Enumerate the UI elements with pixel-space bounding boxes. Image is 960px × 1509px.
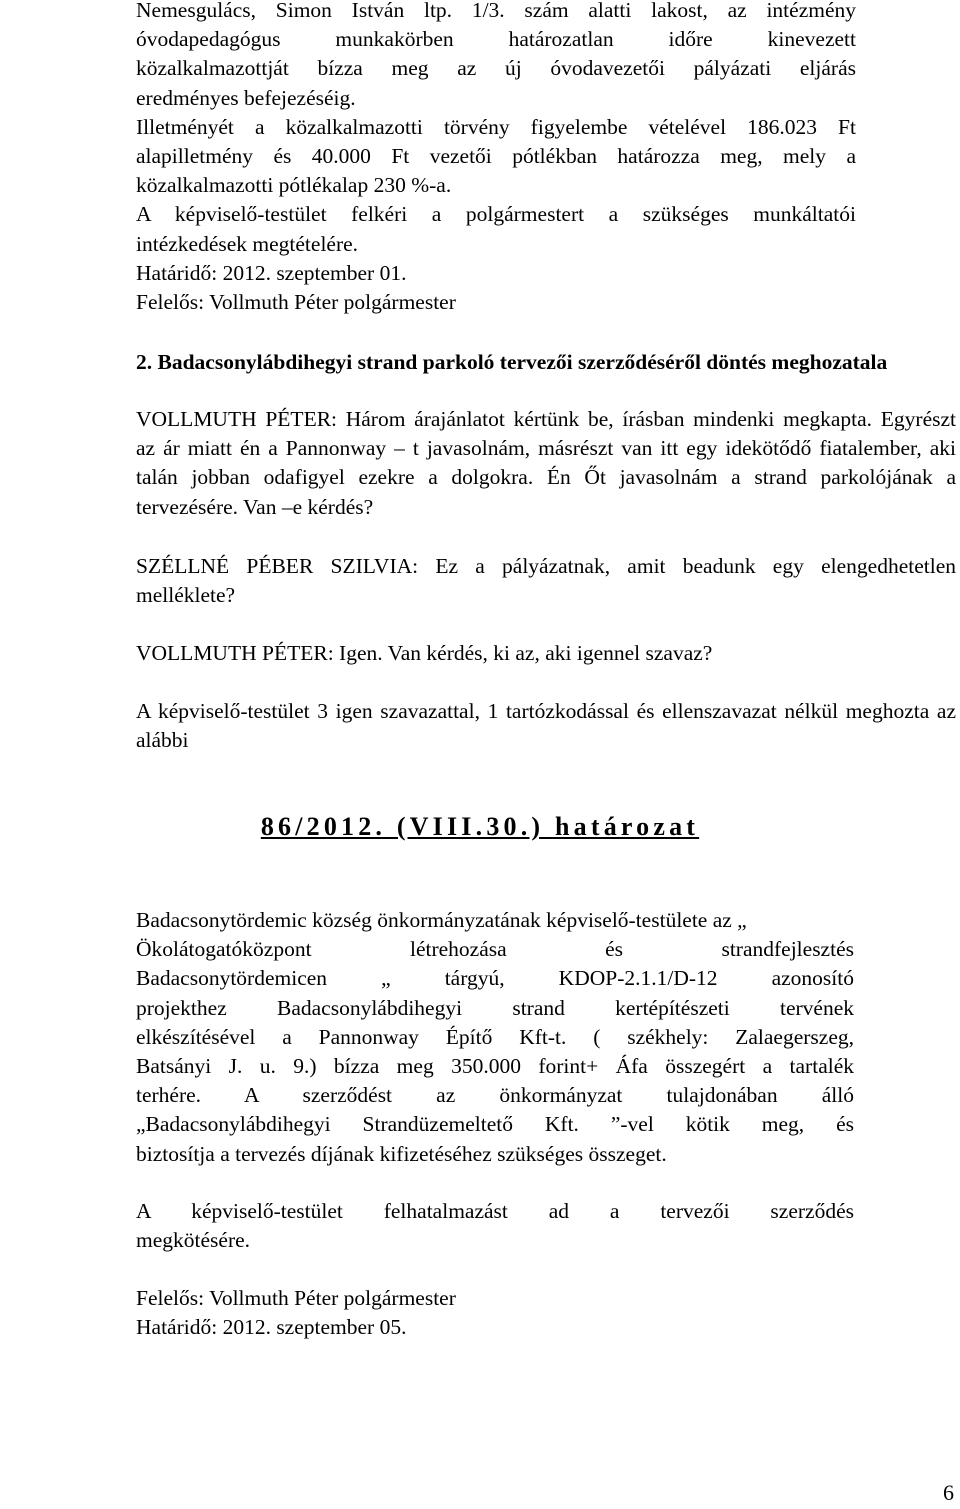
text-line: elkészítésével a Pannonway Építő Kft-t. ( székhely: Zalaegerszeg,	[136, 1024, 854, 1049]
text-line: A képviselő-testület 3 igen szavazattal, 1 tartózkodással és ellenszavazat nélkül meghozta az	[136, 699, 956, 723]
resolution-title: 86/2012. (VIII.30.) határozat	[260, 812, 700, 841]
text-line: az ár miatt én a Pannonway – t javasolnám, másrészt van itt egy idekötődő fiatalember, aki	[136, 436, 956, 461]
page-number: 6	[943, 1480, 954, 1505]
appointment-paragraph	[136, 0, 856, 317]
text-line: alapilletmény és 40.000 Ft vezetői pótlékban határozza meg, mely a	[136, 144, 856, 169]
text-line: VOLLMUTH PÉTER: Három árajánlatot kértünk be, írásban mindenki megkapta. Egyrészt	[136, 407, 956, 431]
text-line: „Badacsonylábdihegyi Strandüzemeltető Kft. ”-vel kötik meg, és	[136, 1112, 854, 1137]
text-line: óvodapedagógus munkakörben határozatlan időre kinevezett	[136, 27, 856, 52]
text-line: közalkalmazottját bízza meg az új óvodavezetői pályázati eljárás	[136, 56, 856, 81]
text-line: megkötésére.	[136, 1228, 251, 1253]
text-line: SZÉLLNÉ PÉBER SZILVIA: Ez a pályázatnak, amit beadunk egy elengedhetetlen	[136, 554, 956, 578]
text-line: Batsányi J. u. 9.) bízza meg 350.000 forint+ Áfa összegért a tartalék	[136, 1054, 854, 1079]
vollmuth-statement	[136, 405, 956, 522]
text-line: A képviselő-testület felhatalmazást ad a tervezői szerződés	[136, 1199, 854, 1223]
text-line: eredményes befejezéséig.	[136, 85, 356, 110]
text-line: alábbi	[136, 728, 189, 753]
responsible-line: Felelős: Vollmuth Péter polgármester	[136, 290, 456, 315]
text-line: A képviselő-testület felkéri a polgármestert a szükséges munkáltatói	[136, 202, 856, 227]
text-line: terhére. A szerződést az önkormányzat tulajdonában álló	[136, 1083, 854, 1108]
authorization-paragraph	[136, 1197, 854, 1255]
text-line: biztosítja a tervezés díjának kifizetéséhez szükséges összeget.	[136, 1141, 667, 1166]
text-line: melléklete?	[136, 583, 236, 608]
text-line: Nemesgulács, Simon István ltp. 1/3. szám alatti lakost, az intézmény	[136, 0, 856, 22]
deadline-line: Határidő: 2012. szeptember 01.	[136, 260, 407, 285]
agenda-heading: 2. Badacsonylábdihegyi strand parkoló tervezői szerződéséről döntés meghozatala	[136, 350, 888, 374]
text-line: projekthez Badacsonylábdihegyi strand kertépítészeti tervének	[136, 995, 854, 1020]
text-line: Badacsonytördemicen „ tárgyú, KDOP-2.1.1/D-12 azonosító	[136, 966, 854, 991]
responsible-line: Felelős: Vollmuth Péter polgármester	[136, 1286, 456, 1310]
signature-block	[136, 1284, 856, 1342]
text-line: Illetményét a közalkalmazotti törvény figyelembe vételével 186.023 Ft	[136, 114, 856, 139]
deadline-line: Határidő: 2012. szeptember 05.	[136, 1315, 407, 1340]
vollmuth-answer: VOLLMUTH PÉTER: Igen. Van kérdés, ki az, aki igennel szavaz?	[136, 641, 713, 665]
vote-result	[136, 697, 956, 755]
szellne-question	[136, 552, 956, 610]
text-line: Ökolátogatóközpont létrehozása és strandfejlesztés	[136, 937, 854, 962]
text-line: intézkedések megtételére.	[136, 231, 359, 256]
text-line: közalkalmazotti pótlékalap 230 %-a.	[136, 173, 452, 198]
resolution-body	[136, 906, 854, 1169]
text-line: tervezésére. Van –e kérdés?	[136, 494, 374, 519]
text-line: Badacsonytördemic község önkormányzatának képviselő-testülete az „	[136, 908, 747, 932]
text-line: talán jobban odafigyel ezekre a dolgokra. Én Őt javasolnám a strand parkolójának a	[136, 465, 956, 490]
